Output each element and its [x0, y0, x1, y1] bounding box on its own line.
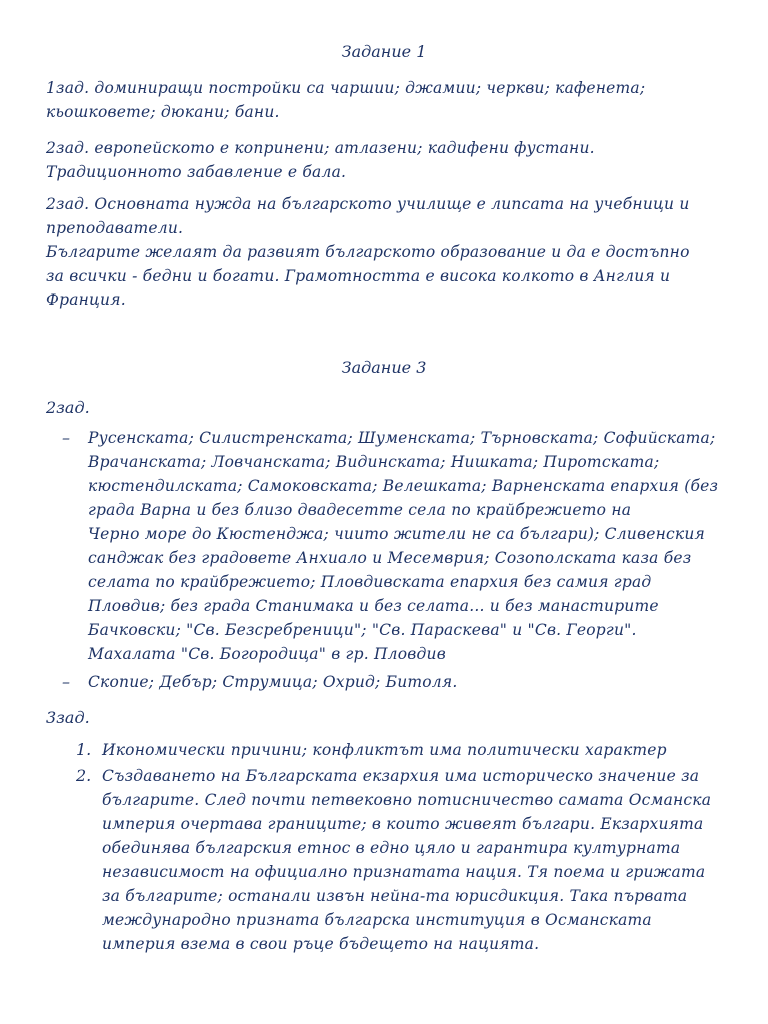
- text-line: селата по крайбрежието; Пловдивската епархия без самия град: [88, 573, 652, 591]
- item-1-number: 1.: [76, 740, 92, 759]
- task-3-label: 3зад.: [46, 708, 90, 727]
- text-line: Създаването на Българската екзархия има историческо значение за: [102, 767, 700, 785]
- text-line: санджак без градовете Анхиало и Месемврия; Созополската каза без: [88, 549, 692, 567]
- bullet-mark: –: [62, 672, 70, 691]
- text-line: Черно море до Кюстенджа; чиито жители не са българи); Сливенския: [88, 525, 705, 543]
- text-line: Русенската; Силистренската; Шуменската; Търновската; Софийската;: [88, 429, 716, 447]
- text-line: обединява българския етнос в едно цяло и гарантира културната: [102, 839, 681, 857]
- section-1-task-2: [46, 136, 595, 184]
- text-line: града Варна и без близо двадесетте села по крайбрежието на: [88, 501, 632, 519]
- text-line: независимост на официално признатата нация. Тя поема и грижата: [102, 863, 706, 881]
- section-1-title: Задание 1: [341, 42, 427, 61]
- text-line: Франция.: [46, 291, 126, 309]
- text-line: Врачанската; Ловчанската; Видинската; Нишката; Пиротската;: [88, 453, 660, 471]
- section-3-title: Задание 3: [341, 358, 427, 377]
- section-1-task-1: [46, 76, 645, 124]
- text-line: 2зад. Основната нужда на българското училище е липсата на учебници и: [46, 195, 690, 213]
- text-line: международно призната българска институция в Османската: [102, 911, 652, 929]
- text-line: за всички - бедни и богати. Грамотността е висока колкото в Англия и: [46, 267, 671, 285]
- text-line: 2зад. европейското е копринени; атлазени; кадифени фустани.: [46, 139, 595, 157]
- text-line: за българите; останали извън нейна-та юрисдикция. Така първата: [102, 887, 688, 905]
- item-2-number: 2.: [76, 766, 92, 785]
- text-line: 1зад. доминиращи постройки са чаршии; джамии; черкви; кафенета;: [46, 79, 646, 97]
- bullet-1-text: [88, 426, 718, 666]
- item-2-text: [102, 764, 711, 956]
- bullet-2-text: [88, 670, 457, 694]
- text-line: Българите желаят да развият българското образование и да е достъпно: [46, 243, 690, 261]
- item-1-text: [102, 738, 667, 762]
- text-line: империя взема в свои ръце бъдещето на нацията.: [102, 935, 540, 953]
- task-2-label: 2зад.: [46, 398, 90, 417]
- text-line: Пловдив; без града Станимака и без селата... и без манастирите: [88, 597, 659, 615]
- text-line: кьошковете; дюкани; бани.: [46, 103, 280, 121]
- text-line: Икономически причини; конфликтът има политически характер: [102, 741, 667, 759]
- text-line: Скопие; Дебър; Струмица; Охрид; Битоля.: [88, 673, 458, 691]
- text-line: Бачковски; "Св. Безсребреници"; "Св. Параскева" и "Св. Георги".: [88, 621, 637, 639]
- text-line: кюстендилската; Самоковската; Велешката; Варненската епархия (без: [88, 477, 719, 495]
- text-line: Махалата "Св. Богородица" в гр. Пловдив: [88, 645, 446, 663]
- text-line: империя очертава границите; в които живеят българи. Екзархията: [102, 815, 704, 833]
- text-line: преподаватели.: [46, 219, 184, 237]
- bullet-mark: –: [62, 428, 70, 447]
- text-line: българите. След почти петвековно потисничество самата Османска: [102, 791, 712, 809]
- section-1-task-3: [46, 192, 690, 312]
- text-line: Традиционното забавление е бала.: [46, 163, 347, 181]
